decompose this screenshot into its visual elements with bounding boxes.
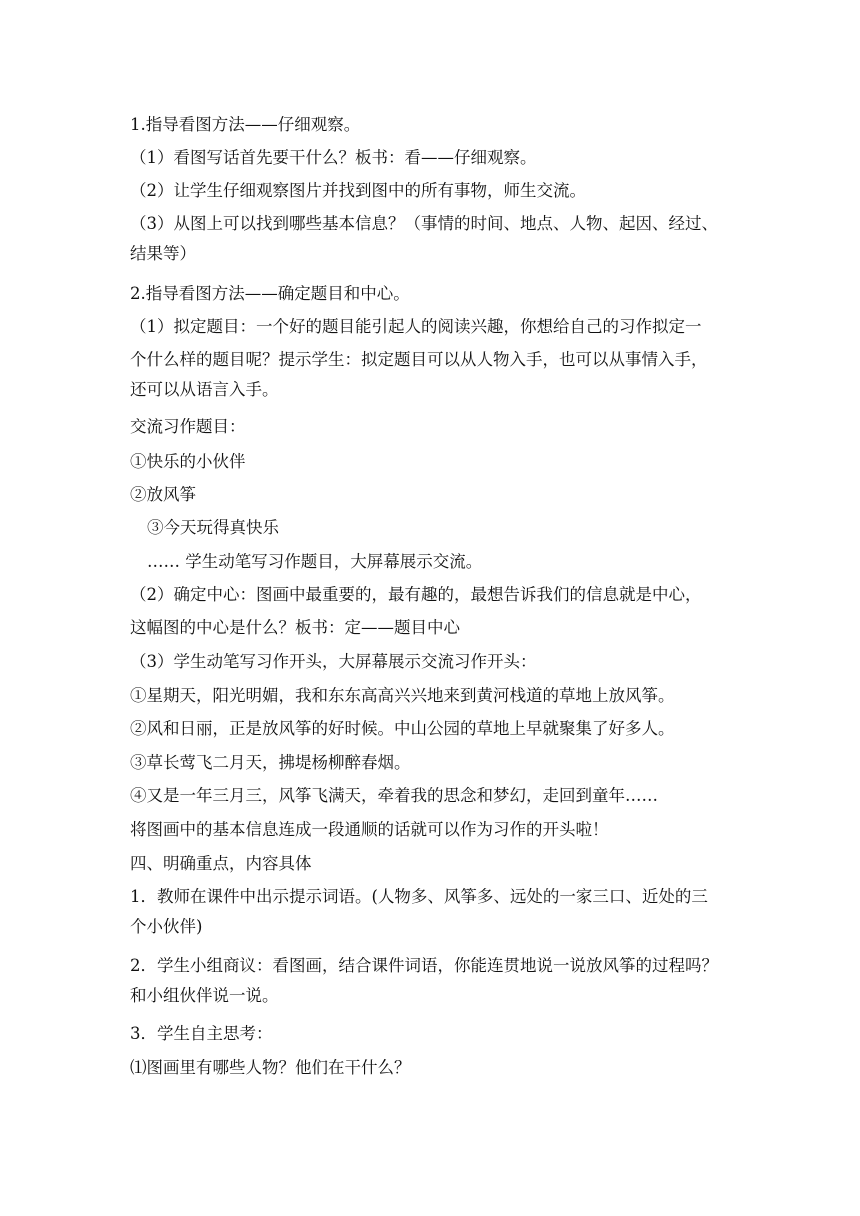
text-line: （3）从图上可以找到哪些基本信息？（事情的时间、地点、人物、起因、经过、 [130, 214, 718, 233]
text-line: …… 学生动笔写习作题目，大屏幕展示交流。 [147, 552, 483, 571]
text-line: 2．学生小组商议：看图画，结合课件词语，你能连贯地说一说放风筝的过程吗？ [130, 956, 718, 975]
text-line: ⑴图画里有哪些人物？他们在干什么？ [130, 1058, 411, 1077]
text-line: ②放风筝 [130, 485, 196, 504]
text-line: 四、明确重点，内容具体 [130, 854, 312, 873]
text-line: （1）拟定题目：一个好的题目能引起人的阅读兴趣，你想给自己的习作拟定一 [130, 317, 702, 336]
text-line: 1．教师在课件中出示提示词语。(人物多、风筝多、远处的一家三口、近处的三 [130, 887, 708, 906]
text-line: 将图画中的基本信息连成一段通顺的话就可以作为习作的开头啦！ [130, 820, 609, 839]
text-line: ③今天玩得真快乐 [147, 518, 279, 537]
text-line: 3．学生自主思考： [130, 1024, 273, 1043]
text-line: 和小组伙伴说一说。 [130, 986, 279, 1005]
text-line: 个什么样的题目呢？提示学生：拟定题目可以从人物入手，也可以从事情入手， [130, 350, 708, 369]
text-line: 结果等） [130, 244, 196, 263]
text-line: （2）确定中心：图画中最重要的，最有趣的，最想告诉我们的信息就是中心， [130, 585, 702, 604]
text-line: （3）学生动笔写习作开头，大屏幕展示交流习作开头： [130, 652, 537, 671]
text-line: 2.指导看图方法——确定题目和中心。 [130, 284, 410, 303]
text-line: ①星期天，阳光明媚，我和东东高高兴兴地来到黄河栈道的草地上放风筝。 [130, 686, 675, 705]
text-line: ②风和日丽，正是放风筝的好时候。中山公园的草地上早就聚集了好多人。 [130, 719, 675, 738]
text-line: 还可以从语言入手。 [130, 380, 279, 399]
text-line: （1）看图写话首先要干什么？板书：看——仔细观察。 [130, 148, 537, 167]
text-line: ④又是一年三月三，风筝飞满天，牵着我的思念和梦幻，走回到童年…… [130, 786, 658, 805]
text-line: ①快乐的小伙伴 [130, 452, 246, 471]
text-line: 这幅图的中心是什么？板书：定——题目中心 [130, 618, 460, 637]
text-line: ③草长莺飞二月天，拂堤杨柳醉春烟。 [130, 753, 411, 772]
text-line: 交流习作题目： [130, 417, 246, 436]
text-line: 1.指导看图方法——仔细观察。 [130, 115, 361, 134]
text-line: 个小伙伴) [130, 917, 203, 936]
text-line: （2）让学生仔细观察图片并找到图中的所有事物，师生交流。 [130, 181, 586, 200]
